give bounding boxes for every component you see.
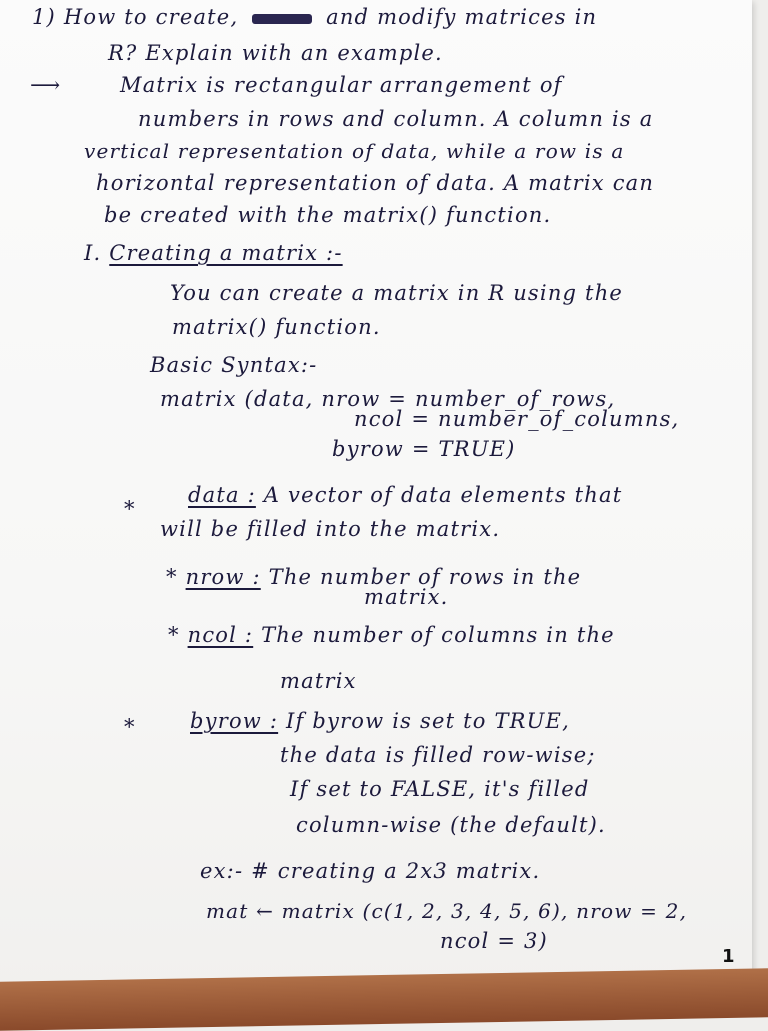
param-byrow-desc-3: If set to FALSE, it's filled	[290, 777, 590, 801]
syntax-line-3: byrow = TRUE)	[332, 437, 516, 461]
section-title: Creating a matrix :-	[109, 241, 343, 265]
param-term-nrow: nrow :	[185, 565, 261, 589]
bullet-star-icon: *	[166, 565, 178, 589]
bullet-star-icon: *	[168, 623, 180, 647]
intro-line-3: vertical representation of data, while a row is a	[84, 139, 625, 163]
question-text-b: and modify matrices in	[326, 5, 598, 29]
param-term-ncol: ncol :	[187, 623, 254, 647]
param-term-byrow: byrow :	[190, 709, 279, 733]
section-numeral: I.	[84, 241, 102, 265]
section-text-2: matrix() function.	[172, 315, 381, 339]
param-ncol-row	[168, 622, 615, 648]
syntax-line-2: ncol = number_of_columns,	[354, 407, 680, 431]
section-text-1: You can create a matrix in R using the	[170, 281, 624, 305]
intro-line-5: be created with the matrix() function.	[104, 203, 552, 227]
syntax-line-1: matrix (data, nrow = number_of_rows,	[160, 387, 616, 411]
param-nrow-desc-2: matrix.	[364, 585, 449, 609]
param-byrow-desc-2: the data is filled row-wise;	[280, 743, 596, 767]
param-term-data: data :	[188, 483, 256, 507]
answer-arrow-icon: ⟶	[30, 73, 62, 97]
page-number: 1	[722, 946, 735, 967]
question-number: 1)	[32, 5, 56, 29]
example-label: ex:-	[200, 859, 244, 883]
param-byrow-desc-4: column-wise (the default).	[296, 813, 606, 837]
example-comment: # creating a 2x3 matrix.	[251, 859, 541, 883]
intro-line-4: horizontal representation of data. A matrix can	[96, 171, 655, 195]
param-ncol-desc-1: The number of columns in the	[261, 623, 615, 647]
example-code-2: ncol = 3)	[440, 929, 548, 953]
example-row	[200, 858, 540, 884]
syntax-label: Basic Syntax:-	[150, 353, 318, 377]
intro-line-1: Matrix is rectangular arrangement of	[120, 73, 563, 97]
param-data-desc-2: will be filled into the matrix.	[160, 517, 501, 541]
question-text-a: How to create,	[63, 5, 239, 29]
param-data-desc-1: A vector of data elements that	[263, 483, 623, 507]
question-line-2: R? Explain with an example.	[108, 41, 443, 65]
question-line-1	[32, 4, 597, 30]
param-byrow-row	[190, 708, 570, 734]
param-data-row	[188, 482, 622, 508]
bullet-star-icon: *	[124, 715, 136, 739]
param-ncol-desc-2: matrix	[280, 669, 357, 693]
example-code-1: mat ← matrix (c(1, 2, 3, 4, 5, 6), nrow = 2,	[206, 899, 688, 923]
bullet-star-icon: *	[124, 497, 136, 521]
section-heading	[84, 240, 343, 266]
struck-out-word	[252, 14, 312, 24]
param-byrow-desc-1: If byrow is set to TRUE,	[286, 709, 570, 733]
param-nrow-desc-1: The number of rows in the	[268, 565, 582, 589]
intro-line-2: numbers in rows and column. A column is a	[138, 107, 654, 131]
